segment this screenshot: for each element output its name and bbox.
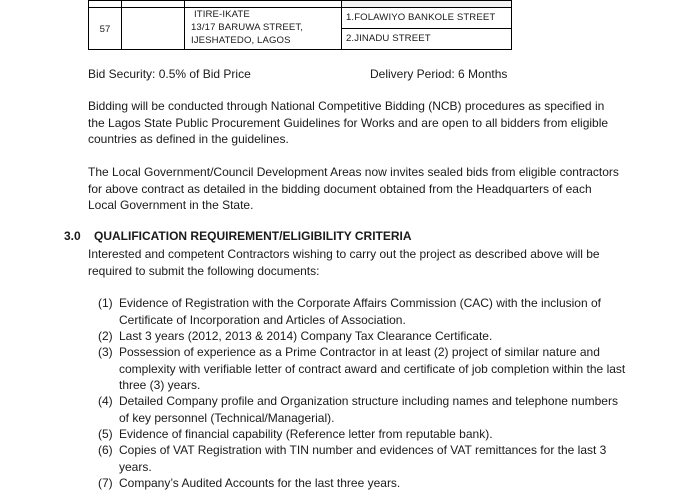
location-line: 13/17 BARUWA STREET, (191, 22, 304, 33)
list-number: (4) (98, 394, 113, 408)
lots-table (88, 0, 512, 50)
bid-security: Bid Security: 0.5% of Bid Price (88, 67, 251, 81)
bidding-paragraph: Bidding will be conducted through National Competitive Bidding (NCB) procedures as specified in the Lagos State Public Procurement Guidelines for Works and are open to all bidders from eligible countries as defined in the guidelines. (88, 99, 609, 146)
row-number: 57 (99, 24, 111, 35)
location-line: IJESHATEDO, LAGOS (191, 35, 291, 46)
list-text: Company’s Audited Accounts for the last three years. (119, 476, 401, 490)
table-cell (342, 1, 512, 8)
table-cell (122, 8, 185, 50)
list-text: Possession of experience as a Prime Contractor in at least (2) project of similar nature and complexity with verifiable letter of contract award and certificate of job completion within the last three (3) years. (119, 345, 626, 392)
list-text: Evidence of Registration with the Corporate Affairs Commission (CAC) with the inclusion of Certificate of Incorporation and Articles of Association. (119, 296, 601, 327)
section-title: QUALIFICATION REQUIREMENT/ELIGIBILITY CRITERIA (94, 229, 412, 243)
table-cell (185, 1, 342, 8)
list-number: (5) (98, 427, 113, 441)
table-cell (342, 8, 512, 50)
table-cell (89, 1, 122, 8)
table-cell (89, 8, 122, 50)
table-cell (122, 1, 185, 8)
table-cell (185, 8, 342, 50)
table-row (89, 8, 512, 50)
invitation-paragraph: The Local Government/Council Development Areas now invites sealed bids from eligible contractors for above contract as detailed in the bidding document obtained from the Headquarters of each Local Government in the State. (88, 165, 619, 212)
delivery-period: Delivery Period: 6 Months (370, 67, 508, 81)
table-row (89, 1, 512, 8)
list-text: Evidence of financial capability (Reference letter from reputable bank). (119, 427, 493, 441)
list-number: (1) (98, 296, 113, 310)
list-number: (3) (98, 345, 113, 359)
list-text: Last 3 years (2012, 2013 & 2014) Company Tax Clearance Certificate. (119, 329, 493, 343)
section-number: 3.0 (64, 229, 81, 243)
list-number: (7) (98, 476, 113, 490)
list-number: (2) (98, 329, 113, 343)
section-intro: Interested and competent Contractors wishing to carry out the project as described above will be required to submit the following documents: (88, 247, 600, 278)
list-number: (6) (98, 443, 113, 457)
list-text: Copies of VAT Registration with TIN number and evidences of VAT remittances for the last 3 years. (119, 443, 607, 474)
location-prev: ITIRE-IKATE (194, 9, 250, 20)
list-text: Detailed Company profile and Organization structure including names and telephone numbers of key personnel (Technical/Managerial). (119, 394, 618, 425)
street-item: 1.FOLAWIYO BANKOLE STREET (342, 8, 511, 29)
street-item: 2.JINADU STREET (346, 33, 431, 44)
